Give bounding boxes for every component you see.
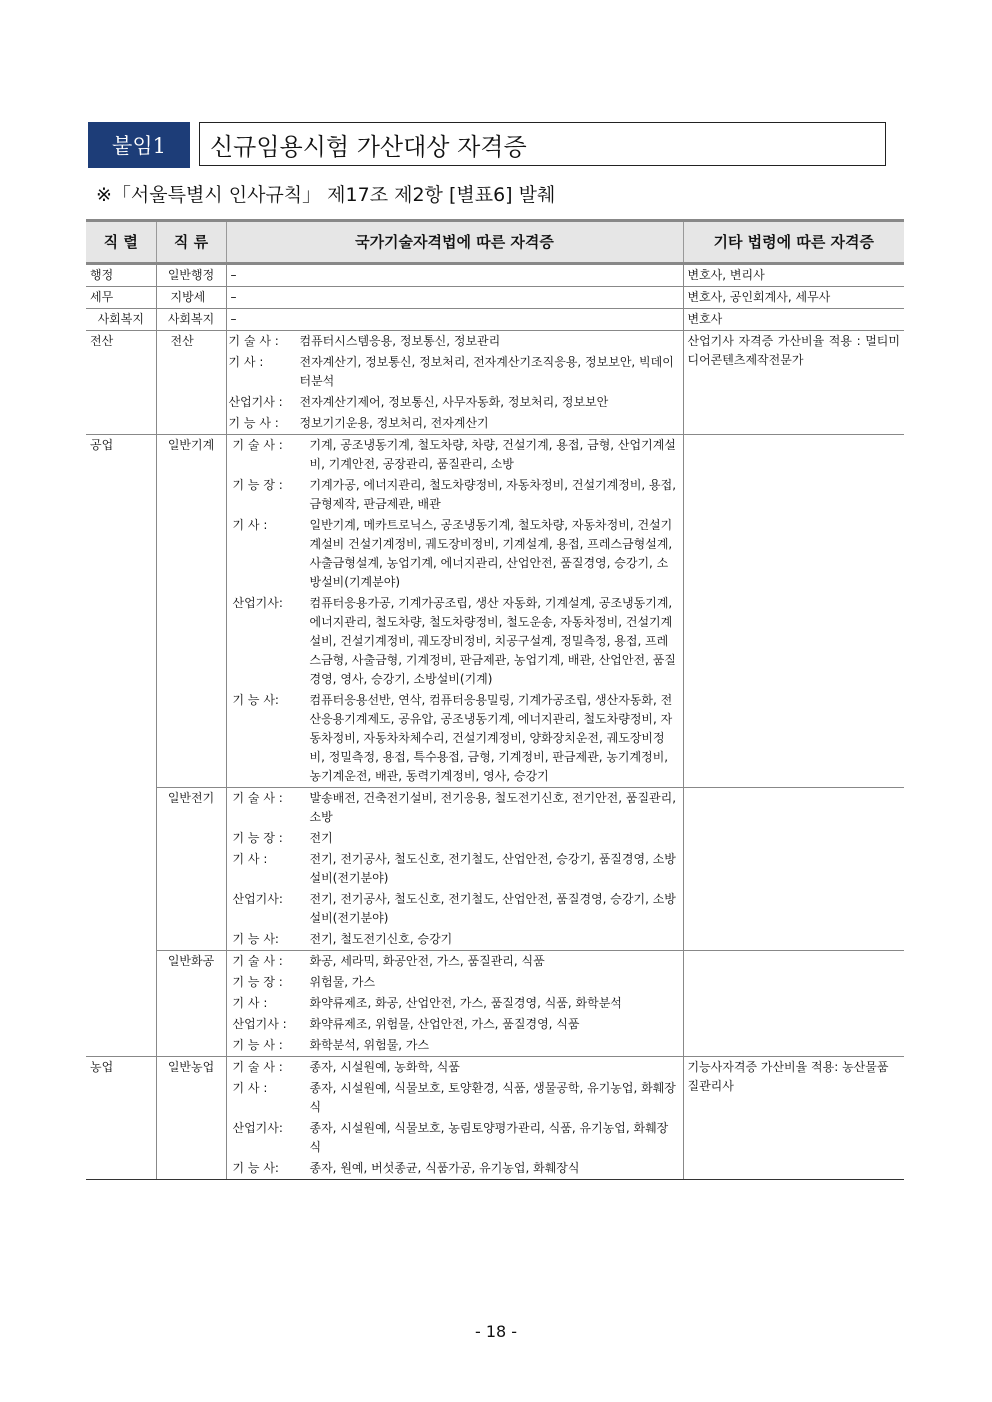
national-cert-cell: [226, 1057, 683, 1180]
other-cert-cell: [683, 788, 904, 951]
header-jikryeol: 직 렬: [86, 221, 156, 264]
cert-level-label: 기 술 사 :: [232, 954, 283, 968]
other-cert-cell: 기능사자격증 가산비율 적용: 농산물품질관리사: [683, 1057, 904, 1180]
jikryu-cell: 일반전기: [156, 788, 226, 951]
cert-level-label: 기 능 장 :: [232, 478, 283, 492]
other-cert-cell: [683, 951, 904, 1057]
cert-list: 전기, 전기공사, 철도신호, 전기철도, 산업안전, 승강기, 품질경영, 소방설비(전기분야): [309, 852, 676, 885]
cert-list: 종자, 시설원예, 식물보호, 농림토양평가관리, 식품, 유기농업, 화훼장식: [309, 1121, 669, 1154]
cert-level-label: 기 사 :: [228, 355, 264, 369]
cert-level-label: 기 사 :: [232, 852, 268, 866]
jikryu-cell: 사회복지: [156, 309, 226, 331]
table-row: [86, 309, 904, 331]
cert-list: 위험물, 가스: [309, 975, 376, 989]
certificate-table: [86, 219, 904, 1180]
attachment-badge: 붙임1: [88, 122, 190, 168]
table-row: [86, 435, 904, 788]
jikryeol-cell: 사회복지: [86, 309, 156, 331]
other-cert-cell: 변호사, 변리사: [683, 264, 904, 287]
document-title: 신규임용시험 가산대상 자격증: [199, 122, 886, 166]
title-row: [88, 122, 888, 168]
cert-list: 발송배전, 건축전기설비, 전기응용, 철도전기신호, 전기안전, 품질관리, 소방: [309, 791, 677, 824]
cert-level-label: 산업기사 :: [228, 395, 283, 409]
jikryeol-cell: 행정: [86, 264, 156, 287]
national-cert-cell: [226, 788, 683, 951]
jikryu-cell: 일반농업: [156, 1057, 226, 1180]
cert-list: 일반기계, 메카트로닉스, 공조냉동기계, 철도차량, 자동차정비, 건설기계설비 건설기계정비, 궤도장비정비, 기계설계, 용접, 프레스금형설계, 사출금형설계, 농업기계, 에너지관리, 산업안전, 품질경영, 승강기, 소방설비(기계분야): [309, 518, 673, 589]
cert-list: 전기: [309, 831, 333, 845]
jikryeol-cell: 농업: [86, 1057, 156, 1180]
national-cert-cell: [226, 331, 683, 435]
cert-level-label: 기 능 사 :: [232, 1038, 283, 1052]
header-national-cert: 국가기술자격법에 따른 자격증: [226, 221, 683, 264]
other-cert-cell: 변호사: [683, 309, 904, 331]
cert-list: 화공, 세라믹, 화공안전, 가스, 품질관리, 식품: [309, 954, 545, 968]
cert-list: 화학분석, 위험물, 가스: [309, 1038, 430, 1052]
cert-level-label: 기 사 :: [232, 1081, 268, 1095]
table-row: [86, 264, 904, 287]
cert-list: 기계, 공조냉동기계, 철도차량, 차량, 건설기계, 용접, 금형, 산업기계설비, 기계안전, 공장관리, 품질관리, 소방: [309, 438, 676, 471]
jikryu-cell: 지방세: [156, 287, 226, 309]
cert-list: 컴퓨터시스템응용, 정보통신, 정보관리: [299, 334, 501, 348]
cert-level-label: 기 술 사 :: [228, 334, 279, 348]
cert-level-label: 기 능 장 :: [232, 831, 283, 845]
cert-level-label: 기 술 사 :: [232, 791, 283, 805]
cert-level-label: 산업기사:: [232, 892, 283, 906]
cert-list: 전자계산기, 정보통신, 정보처리, 전자계산기조직응용, 정보보안, 빅데이터분석: [299, 355, 674, 388]
header-jikryu: 직 류: [156, 221, 226, 264]
national-cert-cell: –: [226, 287, 683, 309]
other-cert-cell: [683, 435, 904, 788]
national-cert-cell: –: [226, 309, 683, 331]
cert-list: 기계가공, 에너지관리, 철도차량정비, 자동차정비, 건설기계정비, 용접, 금형제작, 판금제관, 배관: [309, 478, 677, 511]
cert-level-label: 산업기사 :: [232, 1017, 287, 1031]
jikryeol-cell: 전산: [86, 331, 156, 435]
cert-list: 전기, 철도전기신호, 승강기: [309, 932, 453, 946]
table-row: [86, 951, 904, 1057]
national-cert-cell: [226, 951, 683, 1057]
cert-list: 화약류제조, 화공, 산업안전, 가스, 품질경영, 식품, 화학분석: [309, 996, 622, 1010]
cert-level-label: 기 사 :: [232, 996, 268, 1010]
other-cert-cell: 변호사, 공인회계사, 세무사: [683, 287, 904, 309]
jikryu-cell: 전산: [156, 331, 226, 435]
cert-level-label: 기 능 사:: [232, 693, 279, 707]
cert-level-label: 기 능 사:: [232, 1161, 279, 1175]
cert-list: 정보기기운용, 정보처리, 전자계산기: [299, 416, 489, 430]
jikryu-cell: 일반행정: [156, 264, 226, 287]
cert-level-label: 기 능 사 :: [228, 416, 279, 430]
cert-level-label: 기 술 사 :: [232, 438, 283, 452]
cert-list: 종자, 시설원예, 식물보호, 토양환경, 식품, 생물공학, 유기농업, 화훼장식: [309, 1081, 676, 1114]
cert-list: 컴퓨터응용가공, 기계가공조립, 생산 자동화, 기계설계, 공조냉동기계, 에너지관리, 철도차량, 철도차량정비, 철도운송, 자동차정비, 건설기계설비, 건설기계정비, 궤도장비정비, 치공구설계, 정밀측정, 용접, 프레스금형, 사출금형, 기계정비, 판금제관, 농업기계, 배관, 산업안전, 품질경영, 영사, 승강기, 소방설비(기계): [309, 596, 676, 686]
table-row: [86, 1057, 904, 1180]
cert-list: 전기, 전기공사, 철도신호, 전기철도, 산업안전, 품질경영, 승강기, 소방설비(전기분야): [309, 892, 676, 925]
cert-list: 전자계산기제어, 정보통신, 사무자동화, 정보처리, 정보보안: [299, 395, 609, 409]
cert-list: 화약류제조, 위험물, 산업안전, 가스, 품질경영, 식품: [309, 1017, 580, 1031]
cert-level-label: 기 사 :: [232, 518, 268, 532]
national-cert-cell: [226, 435, 683, 788]
cert-level-label: 기 술 사 :: [232, 1060, 283, 1074]
cert-level-label: 산업기사:: [232, 1121, 283, 1135]
table-row: [86, 331, 904, 435]
jikryeol-cell: 공업: [86, 435, 156, 1057]
jikryu-cell: 일반화공: [156, 951, 226, 1057]
document-subtitle: ※「서울특별시 인사규칙」 제17조 제2항 [별표6] 발췌: [96, 184, 556, 206]
jikryu-cell: 일반기계: [156, 435, 226, 788]
header-other-cert: 기타 법령에 따른 자격증: [683, 221, 904, 264]
cert-level-label: 기 능 장 :: [232, 975, 283, 989]
jikryeol-cell: 세무: [86, 287, 156, 309]
national-cert-cell: –: [226, 264, 683, 287]
table-row: [86, 287, 904, 309]
cert-list: 컴퓨터응용선반, 연삭, 컴퓨터응용밀링, 기계가공조립, 생산자동화, 전산응용기계제도, 공유압, 공조냉동기계, 에너지관리, 철도차량정비, 자동차정비, 자동차차체수리, 건설기계정비, 양화장치운전, 궤도장비정비, 정밀측정, 용접, 특수용접, 금형, 기계정비, 판금제관, 농기계정비, 농기계운전, 배관, 동력기계정비, 영사, 승강기: [309, 693, 673, 783]
cert-level-label: 산업기사:: [232, 596, 283, 610]
table-row: [86, 788, 904, 951]
other-cert-cell: 산업기사 자격증 가산비율 적용 : 멀티미디어콘텐츠제작전문가: [683, 331, 904, 435]
page-number: - 18 -: [474, 1322, 518, 1341]
cert-level-label: 기 능 사:: [232, 932, 279, 946]
table-header-row: [86, 221, 904, 264]
cert-list: 종자, 원예, 버섯종균, 식품가공, 유기농업, 화훼장식: [309, 1161, 580, 1175]
cert-list: 종자, 시설원예, 농화학, 식품: [309, 1060, 460, 1074]
